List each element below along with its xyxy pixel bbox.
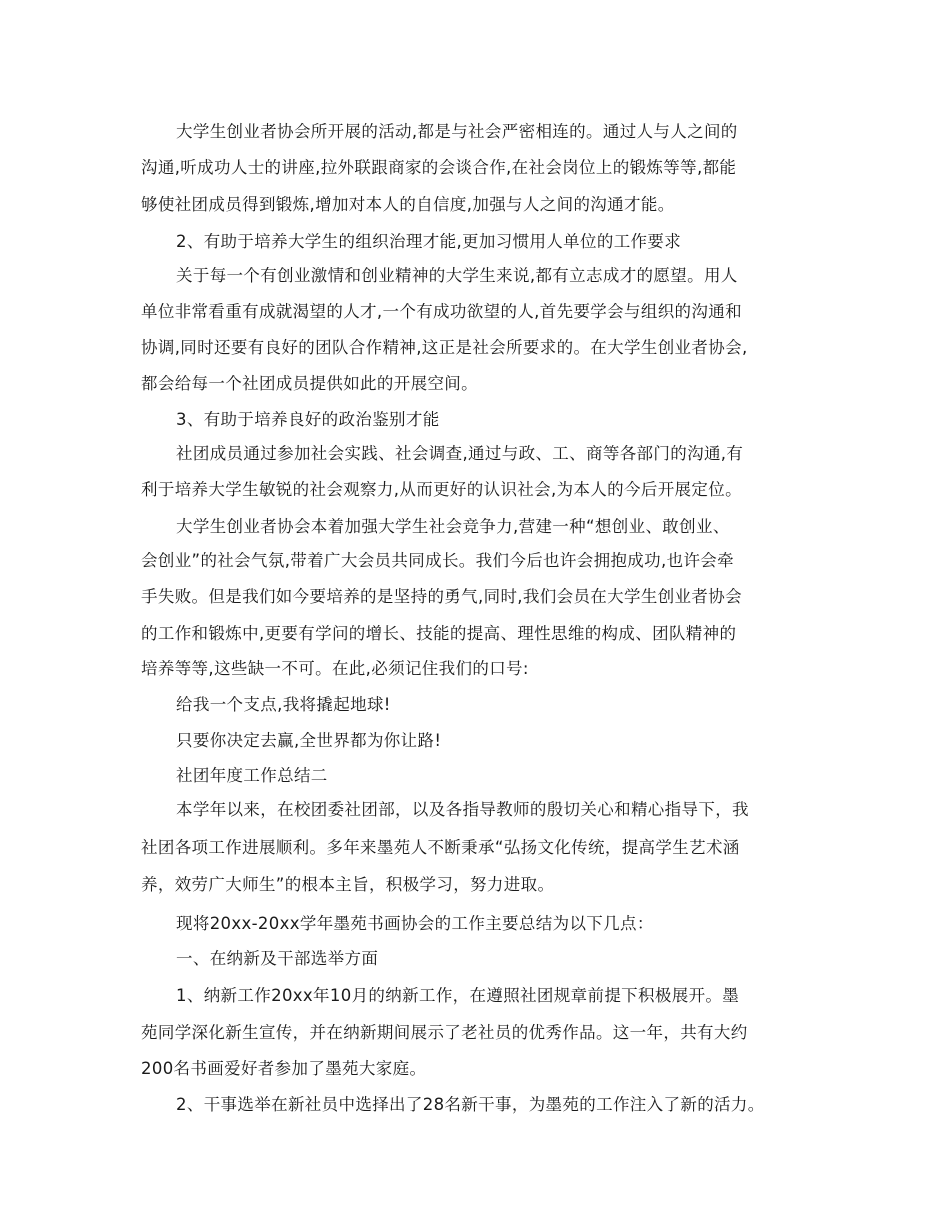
section-heading: 2、有助于培养大学生的组织治理才能,更加习惯用人单位的工作要求: [176, 232, 682, 251]
paragraph-line: 社团各项工作进展顺利。多年来墨苑人不断秉承“弘扬文化传统，提高学生艺术涵: [141, 838, 740, 857]
paragraph-line: 2、干事选举在新社员中选择出了28名新干事，为墨苑的工作注入了新的活力。: [176, 1095, 765, 1114]
section-heading: 一、在纳新及干部选举方面: [176, 949, 379, 968]
paragraph-line: 关于每一个有创业激情和创业精神的大学生来说,都有立志成才的愿望。用人: [176, 266, 738, 285]
slogan-line: 给我一个支点,我将撬起地球!: [176, 695, 391, 714]
paragraph-line: 都会给每一个社团成员提供如此的开展空间。: [141, 374, 478, 393]
paragraph-line: 协调,同时还要有良好的团队合作精神,这正是社会所要求的。在大学生创业者协会,: [141, 338, 748, 357]
paragraph-line: 会创业”的社会气氛,带着广大会员共同成长。我们今后也许会拥抱成功,也许会牵: [141, 551, 734, 570]
paragraph-line: 苑同学深化新生宣传，并在纳新期间展示了老社员的优秀作品。这一年，共有大约: [141, 1023, 748, 1042]
paragraph-line: 培养等等,这些缺一不可。在此,必须记住我们的口号:: [141, 659, 529, 678]
slogan-line: 只要你决定去赢,全世界都为你让路!: [176, 731, 442, 750]
paragraph-line: 够使社团成员得到锻炼,增加对本人的自信度,加强与人之间的沟通才能。: [141, 195, 675, 214]
paragraph-line: 沟通,听成功人士的讲座,拉外联跟商家的会谈合作,在社会岗位上的锻炼等等,都能: [141, 158, 737, 177]
paragraph-line: 1、纳新工作20xx年10月的纳新工作，在遵照社团规章前提下积极展开。墨: [176, 986, 740, 1005]
paragraph-line: 本学年以来，在校团委社团部，以及各指导教师的殷切关心和精心指导下，我: [176, 800, 749, 819]
paragraph-line: 大学生创业者协会所开展的活动,都是与社会严密相连的。通过人与人之间的: [176, 122, 738, 141]
paragraph-line: 的工作和锻炼中,更要有学问的增长、技能的提高、理性思维的构成、团队精神的: [141, 624, 737, 643]
section-title: 社团年度工作总结二: [176, 766, 328, 785]
paragraph-line: 手失败。但是我们如今要培养的是坚持的勇气,同时,我们会员在大学生创业者协会: [141, 587, 742, 606]
paragraph-line: 单位非常看重有成就渴望的人才,一个有成功欲望的人,首先要学会与组织的沟通和: [141, 302, 742, 321]
paragraph-line: 养，效劳广大师生”的根本主旨，积极学习，努力进取。: [141, 875, 555, 894]
paragraph-line: 现将20xx-20xx学年墨苑书画协会的工作主要总结为以下几点：: [176, 914, 654, 933]
paragraph-line: 大学生创业者协会本着加强大学生社会竞争力,营建一种“想创业、敢创业、: [176, 517, 730, 536]
section-heading: 3、有助于培养良好的政治鉴别才能: [176, 410, 440, 429]
paragraph-line: 利于培养大学生敏锐的社会观察力,从而更好的认识社会,为本人的今后开展定位。: [141, 480, 742, 499]
paragraph-line: 200名书画爱好者参加了墨苑大家庭。: [141, 1059, 427, 1078]
paragraph-line: 社团成员通过参加社会实践、社会调查,通过与政、工、商等各部门的沟通,有: [176, 444, 744, 463]
